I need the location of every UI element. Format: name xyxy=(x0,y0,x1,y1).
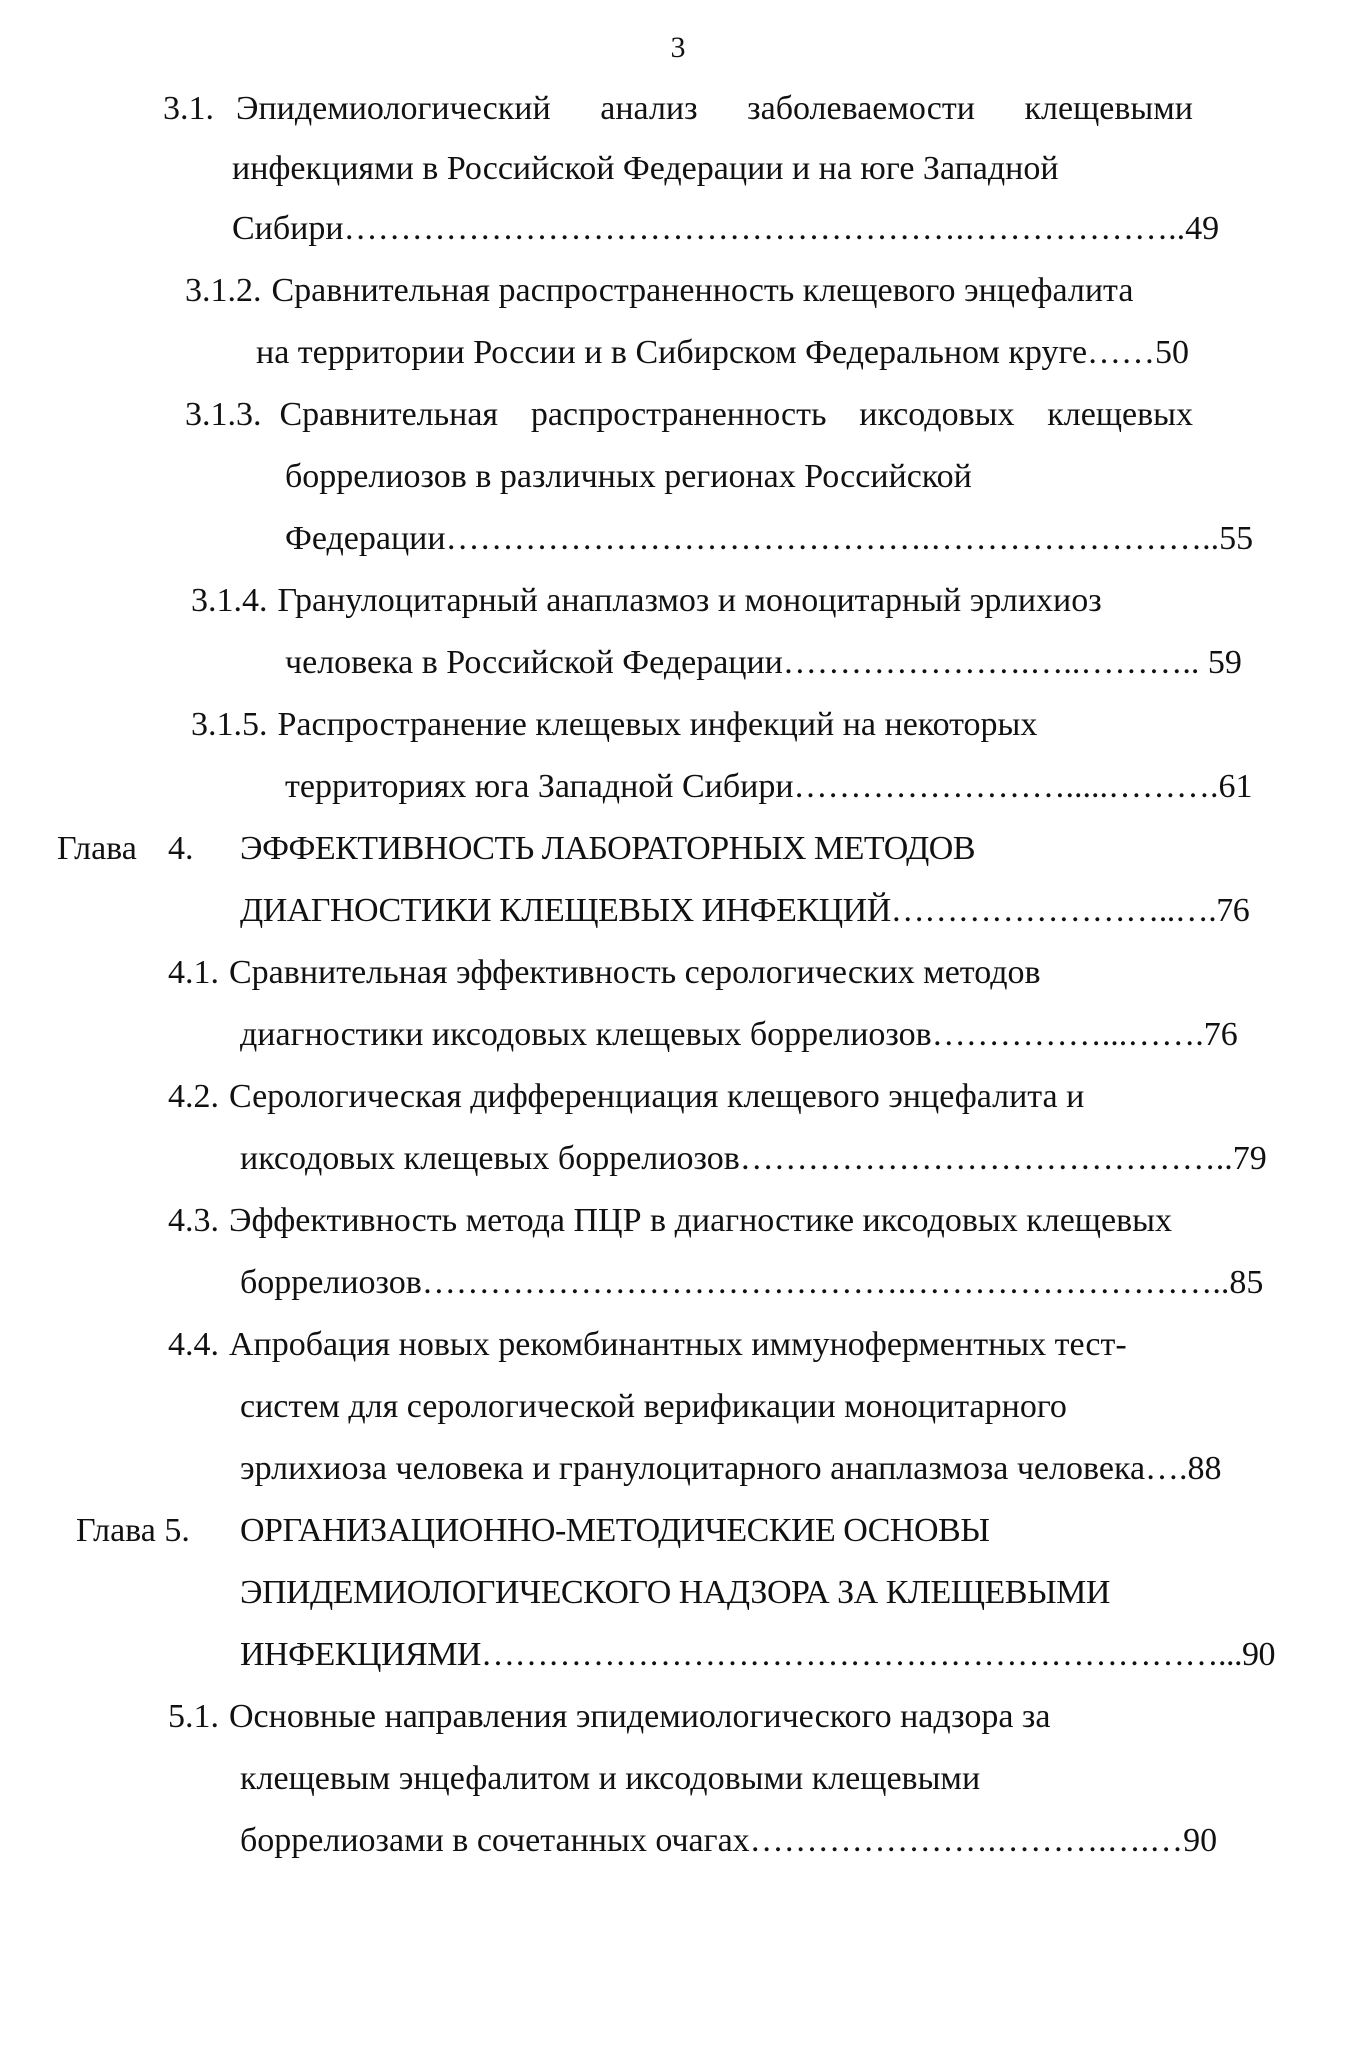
toc-entry-line: диагностики иксодовых клещевых боррелиозов……………...…….76 xyxy=(240,1016,1238,1053)
toc-entry-line: Серологическая дифференциация клещевого энцефалита и xyxy=(229,1078,1085,1115)
toc-entry-number: 3.1.3. xyxy=(185,396,262,433)
toc-entry-number: 4.4. xyxy=(168,1326,219,1363)
chapter-number: 4. xyxy=(168,830,194,867)
toc-entry-number: 4.1. xyxy=(168,954,219,991)
toc-entry-line: инфекциями в Российской Федерации и на юге Западной xyxy=(232,150,1059,187)
page-number: 3 xyxy=(670,31,686,64)
toc-entry-number: 3.1.2. xyxy=(185,272,262,309)
toc-entry-number: 4.3. xyxy=(168,1202,219,1239)
toc-entry-line: клещевым энцефалитом и иксодовыми клещевыми xyxy=(240,1760,981,1797)
toc-entry-line: боррелиозов…………………………………….………………………..85 xyxy=(240,1264,1264,1301)
toc-entry-line: эрлихиоза человека и гранулоцитарного анаплазмоза человека….88 xyxy=(240,1450,1222,1487)
toc-entry-line: боррелиозами в сочетанных очагах………………….……….….…90 xyxy=(240,1822,1218,1859)
toc-entry-line: ОРГАНИЗАЦИОННО-МЕТОДИЧЕСКИЕ ОСНОВЫ xyxy=(240,1512,990,1549)
toc-entry-line: человека в Российской Федерации………………….…..……….. 59 xyxy=(285,644,1242,681)
toc-entry-line: Сравнительная распространенность клещевого энцефалита xyxy=(271,272,1134,309)
chapter-label: Глава xyxy=(57,830,137,867)
toc-entry-line: Апробация новых рекомбинантных иммуноферментных тест- xyxy=(229,1326,1127,1363)
toc-entry-line: Сравнительная эффективность серологических методов xyxy=(229,954,1041,991)
toc-entry-number: 5.1. xyxy=(168,1698,219,1735)
toc-entry-line: систем для серологической верификации моноцитарного xyxy=(240,1388,1067,1425)
toc-entry-line: на территории России и в Сибирском Федеральном круге……50 xyxy=(256,334,1190,371)
toc-entry-number: 3.1.5. xyxy=(191,706,268,743)
toc-entry-line: Гранулоцитарный анаплазмоз и моноцитарный эрлихиоз xyxy=(277,582,1102,619)
toc-entry-line: Основные направления эпидемиологического надзора за xyxy=(229,1698,1051,1735)
toc-entry-line: ИНФЕКЦИЯМИ…………………………………………………………...90 xyxy=(240,1636,1275,1673)
toc-entry-line: Распространение клещевых инфекций на некоторых xyxy=(277,706,1038,743)
toc-entry-line: иксодовых клещевых боррелиозов……………………………………..79 xyxy=(240,1140,1267,1177)
toc-entry-line: боррелиозов в различных регионах Российской xyxy=(285,458,972,495)
toc-entry-line: ЭФФЕКТИВНОСТЬ ЛАБОРАТОРНЫХ МЕТОДОВ xyxy=(240,830,976,867)
toc-entry-line: Эффективность метода ПЦР в диагностике иксодовых клещевых xyxy=(229,1202,1172,1239)
toc-entry-line: Федерации…………………………………….……………………..55 xyxy=(285,520,1254,557)
toc-entry-line: Сибири……………………………………………….………………..49 xyxy=(232,210,1220,247)
chapter-label: Глава 5. xyxy=(76,1512,190,1549)
toc-entry-number: 4.2. xyxy=(168,1078,219,1115)
toc-entry-number: 3.1. xyxy=(163,90,214,127)
toc-entry-number: 3.1.4. xyxy=(191,582,268,619)
toc-entry-line: Эпидемиологический анализ заболеваемости клещевыми xyxy=(236,90,1193,127)
toc-entry-line: ДИАГНОСТИКИ КЛЕЩЕВЫХ ИНФЕКЦИЙ……………………..….76 xyxy=(240,892,1250,929)
toc-entry-line: территориях юга Западной Сибири…………………….....……….61 xyxy=(285,768,1253,805)
toc-entry-line: ЭПИДЕМИОЛОГИЧЕСКОГО НАДЗОРА ЗА КЛЕЩЕВЫМИ xyxy=(240,1574,1110,1611)
toc-entry-line: Сравнительная распространенность иксодовых клещевых xyxy=(279,396,1193,433)
